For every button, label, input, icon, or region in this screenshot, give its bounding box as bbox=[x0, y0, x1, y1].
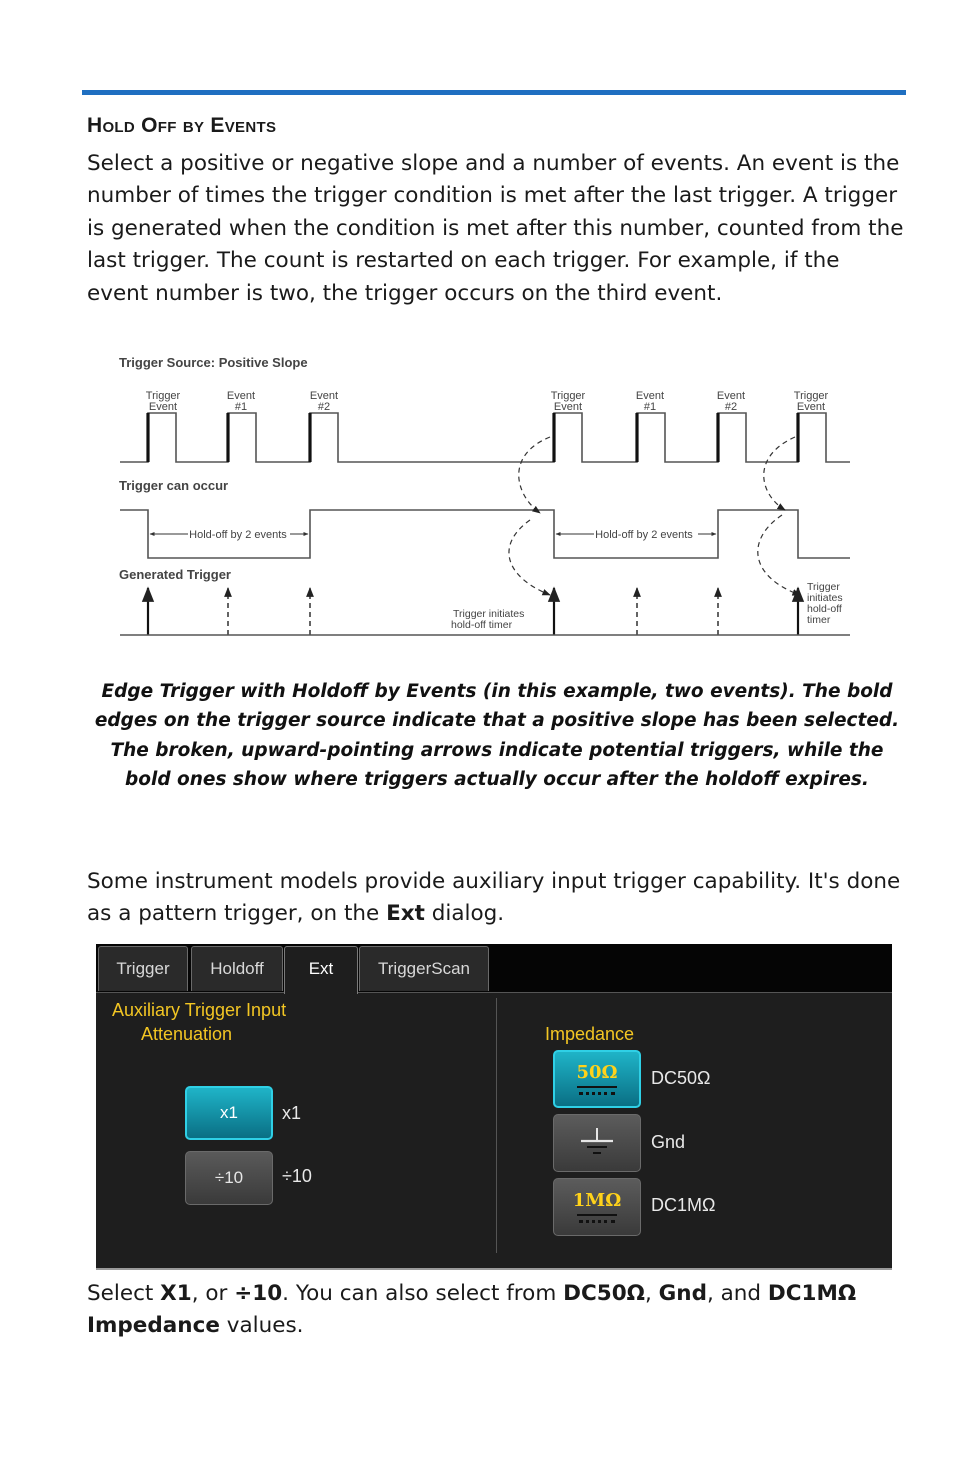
pulse-label: Event bbox=[716, 390, 746, 402]
aux-paragraph bbox=[87, 866, 907, 931]
pulse-label: Event bbox=[553, 401, 583, 413]
attenuation-title-1: Auxiliary Trigger Input bbox=[112, 1000, 287, 1020]
holdoff-label-1: Hold-off by 2 events bbox=[189, 529, 287, 541]
final-text: values. bbox=[219, 1313, 304, 1339]
section-title: Hold Off by Events bbox=[87, 114, 277, 137]
ground-icon bbox=[577, 1126, 617, 1160]
dc-dots-icon bbox=[579, 1220, 615, 1223]
pulse-label: #2 bbox=[317, 401, 331, 413]
pulse-label: #1 bbox=[643, 401, 657, 413]
panel-divider bbox=[496, 998, 497, 1253]
final-bold: Gnd bbox=[658, 1281, 707, 1306]
initiates-label-1: Trigger initiates bbox=[453, 608, 525, 620]
pulse-label: Trigger bbox=[793, 390, 829, 402]
initiates-label-2: timer bbox=[807, 614, 831, 626]
pulse-label: Event bbox=[309, 390, 339, 402]
top-rule bbox=[82, 90, 906, 95]
impedance-gnd-label: Gnd bbox=[651, 1132, 686, 1152]
trigger-can-occur-label: Trigger can occur bbox=[119, 478, 229, 493]
diagram-title: Trigger Source: Positive Slope bbox=[119, 355, 308, 370]
final-paragraph bbox=[87, 1278, 907, 1343]
intro-paragraph: Select a positive or negative slope and a number of events. An event is the number of times the trigger condition is met after the last trigger. A trigger is generated when the condition is met after this number, counted from the last trigger. The count is restarted on each trigger. For example, if the event number is two, the trigger occurs on the third event. bbox=[87, 151, 904, 306]
timing-diagram bbox=[110, 345, 860, 645]
initiates-label-2: Trigger bbox=[807, 581, 840, 593]
impedance-gnd-button[interactable] bbox=[553, 1114, 641, 1172]
generated-trigger-label: Generated Trigger bbox=[119, 567, 231, 582]
attenuation-title-2: Attenuation bbox=[141, 1024, 233, 1044]
aux-text: Some instrument models provide auxiliary input trigger capability. It's done as a pattern trigger, on the bbox=[87, 869, 901, 927]
impedance-title: Impedance bbox=[545, 1024, 635, 1044]
final-text: , bbox=[644, 1281, 659, 1306]
final-bold: Impedance bbox=[87, 1313, 220, 1339]
pulse-label: Trigger bbox=[145, 390, 181, 402]
attenuation-div10-button[interactable]: ÷10 bbox=[185, 1151, 273, 1205]
final-text: , and bbox=[706, 1281, 768, 1306]
pulse-label: Event bbox=[226, 390, 256, 402]
attenuation-x1-label: x1 bbox=[282, 1103, 302, 1123]
impedance-dc1m-button[interactable] bbox=[553, 1178, 641, 1236]
aux-text-end: dialog. bbox=[424, 901, 505, 927]
impedance-dc50-label: DC50Ω bbox=[651, 1068, 711, 1088]
impedance-dc50-button[interactable] bbox=[553, 1050, 641, 1108]
dc-dots-icon bbox=[579, 1092, 615, 1095]
dc-bar-icon bbox=[577, 1086, 617, 1088]
final-bold: X1 bbox=[160, 1281, 192, 1306]
holdoff-label-2: Hold-off by 2 events bbox=[595, 529, 693, 541]
initiates-label-2: hold-off bbox=[807, 603, 842, 615]
final-bold: DC1MΩ bbox=[767, 1281, 857, 1306]
impedance-dc1m-label: DC1MΩ bbox=[651, 1195, 716, 1215]
initiates-label-2: initiates bbox=[807, 592, 843, 604]
attenuation-x1-button[interactable]: x1 bbox=[185, 1086, 273, 1140]
tab-holdoff[interactable]: Holdoff bbox=[191, 946, 283, 991]
pulse-label: Event bbox=[148, 401, 178, 413]
pulse-label: Event bbox=[796, 401, 826, 413]
pulse-label: #1 bbox=[234, 401, 248, 413]
pulse-label: Event bbox=[635, 390, 665, 402]
pulse-label: #2 bbox=[724, 401, 738, 413]
tab-trigger[interactable]: Trigger bbox=[98, 946, 188, 991]
ext-dialog-screenshot bbox=[96, 944, 892, 1270]
pulse-label: Trigger bbox=[550, 390, 586, 402]
attenuation-div10-label: ÷10 bbox=[282, 1166, 312, 1186]
figure-caption: Edge Trigger with Holdoff by Events (in this example, two events). The bold edges on the trigger source indicate that a positive slope has been selected. The broken, upward-pointing arrows indicate potential triggers, while the bold ones show where triggers actually occur after the holdoff expires. bbox=[94, 681, 900, 790]
initiates-label-1: hold-off timer bbox=[451, 619, 513, 631]
dc-bar-icon bbox=[577, 1214, 617, 1216]
dc50-icon: 50Ω bbox=[576, 1062, 618, 1083]
final-text: Select bbox=[87, 1281, 161, 1306]
final-bold: ÷10 bbox=[234, 1281, 283, 1306]
tab-bar bbox=[96, 944, 892, 993]
tab-ext[interactable]: Ext bbox=[284, 946, 358, 994]
dc1m-icon: 1MΩ bbox=[572, 1190, 622, 1211]
tab-triggerscan[interactable]: TriggerScan bbox=[359, 946, 489, 991]
aux-bold-ext: Ext bbox=[386, 901, 425, 927]
final-bold: DC50Ω bbox=[563, 1281, 645, 1306]
final-text: . You can also select from bbox=[282, 1281, 564, 1306]
final-text: , or bbox=[191, 1281, 235, 1306]
